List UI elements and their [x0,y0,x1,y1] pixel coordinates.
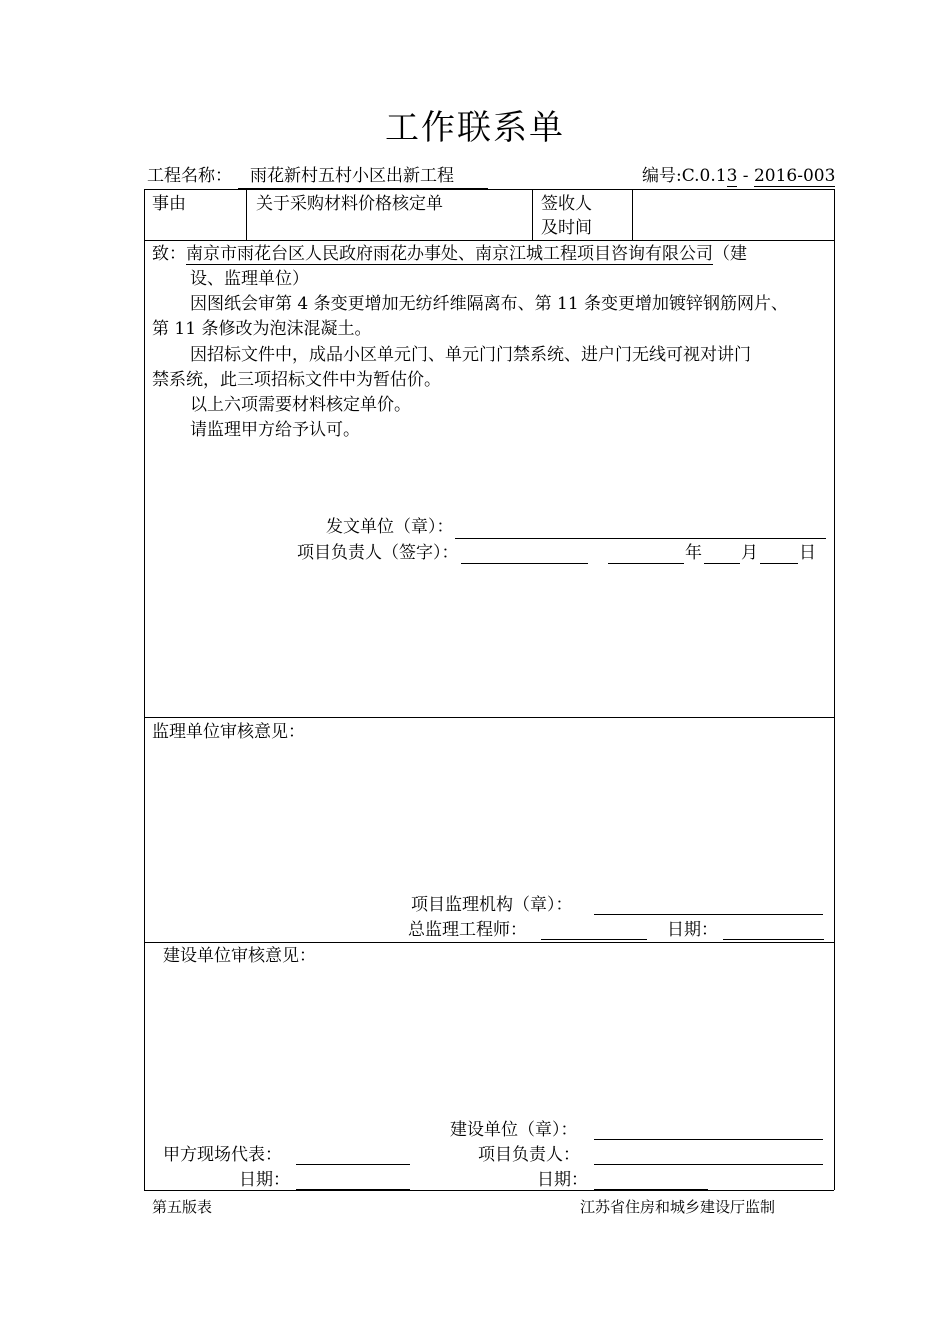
addressee-line2: 设、监理单位） [190,269,309,289]
day-field-line[interactable] [760,563,798,564]
body-manager-label: 项目负责人（签字）： [297,543,459,563]
chief-engineer-label: 总监理工程师： [408,920,527,940]
construction-unit-label: 建设单位（章）： [450,1120,578,1140]
project-name-label: 工程名称： [147,166,232,186]
supervision-bottom-border [144,942,834,943]
paragraph-1-line1: 因图纸会审第 4 条变更增加无纺纤维隔离布、第 11 条变更增加镀锌钢筋网片、 [190,294,789,314]
subject-value: 关于采购材料价格核定单 [256,194,443,214]
site-rep-label: 甲方现场代表： [163,1145,282,1165]
day-label: 日 [799,543,816,563]
month-field-line[interactable] [704,563,740,564]
paragraph-2-line1: 因招标文件中，成品小区单元门、单元门门禁系统、进户门无线可视对讲门 [190,345,751,365]
row1-bottom-border [144,240,834,241]
content-bottom-border [144,717,834,718]
body-manager-signature-line[interactable] [461,563,588,564]
receiver-label-line2: 及时间 [541,218,592,238]
supervision-date-line[interactable] [723,939,824,940]
supervision-date-label: 日期： [667,920,718,940]
month-label: 月 [741,543,758,563]
paragraph-2-line2: 禁系统，此三项招标文件中为暂估价。 [152,370,441,390]
table-left-border [144,189,145,1190]
addressee-line [152,242,747,267]
paragraph-3: 以上六项需要材料核定单价。 [190,395,411,415]
construction-date-line-right[interactable] [594,1189,708,1190]
project-name-value: 雨花新村五村小区出新工程 [238,164,488,189]
paragraph-4: 请监理甲方给予认可。 [190,420,360,440]
construction-manager-line[interactable] [594,1164,823,1165]
table-right-border [834,189,835,1190]
subject-label: 事由 [152,194,186,214]
number-separator: - [737,166,754,186]
addressee-prefix: 致： [152,244,186,264]
site-rep-line[interactable] [296,1164,410,1165]
receiver-label-line1: 签收人 [541,194,592,214]
paragraph-1-line2: 第 11 条修改为泡沫混凝土。 [152,319,372,339]
year-label: 年 [685,543,702,563]
chief-engineer-line[interactable] [541,939,647,940]
construction-date-line-left[interactable] [296,1189,410,1190]
page-title: 工作联系单 [385,108,565,148]
issuer-label: 发文单位（章）： [326,517,454,537]
year-field-line[interactable] [608,563,684,564]
number-code: 2016-003 [753,166,836,186]
construction-manager-label: 项目负责人： [478,1145,580,1165]
supervision-heading: 监理单位审核意见： [152,722,305,742]
addressee-suffix: （建 [713,244,747,264]
construction-date-label-left: 日期： [239,1170,290,1190]
supervision-org-line[interactable] [594,914,823,915]
addressee-units: 南京市雨花台区人民政府雨花办事处、南京江城工程项目咨询有限公司 [186,244,713,264]
row1-divider-2 [532,189,533,240]
number-digit: 3 [726,166,738,186]
construction-date-label-right: 日期： [537,1170,588,1190]
row1-divider-3 [632,189,633,240]
construction-heading: 建设单位审核意见： [163,946,316,966]
row1-divider-1 [246,189,247,240]
receiver-time-field[interactable] [640,194,828,234]
footer-edition: 第五版表 [152,1198,213,1216]
footer-issuer: 江苏省住房和城乡建设厅监制 [580,1198,776,1216]
number-label: 编号:C.0.1 [642,166,727,186]
supervision-org-label: 项目监理机构（章）： [411,895,573,915]
table-top-border [144,189,834,190]
document-number [642,164,835,188]
construction-unit-line[interactable] [594,1139,823,1140]
issuer-signature-line[interactable] [455,538,826,539]
